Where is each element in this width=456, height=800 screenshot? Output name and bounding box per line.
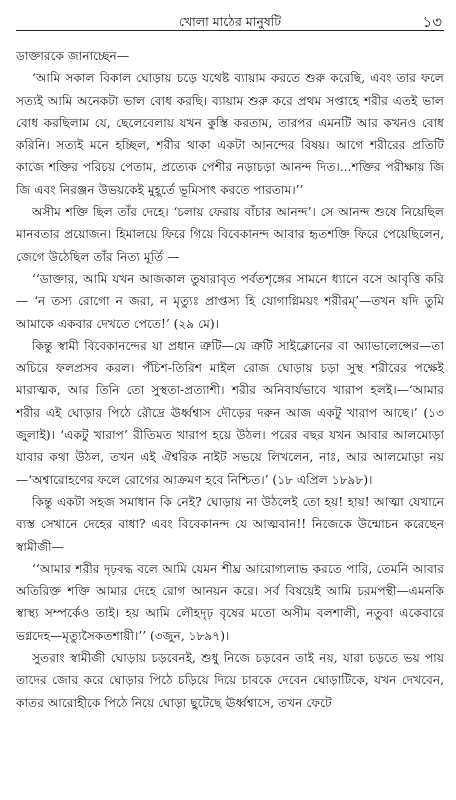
page-number: ১৩ xyxy=(422,13,442,31)
running-title: খোলা মাঠের মানুষটি xyxy=(178,14,282,29)
running-header xyxy=(16,0,444,30)
paragraph-flaw: কিন্তু স্বামী বিবেকানন্দের যা প্রধান ত্রুটি—যে ত্রুটি সাইক্লোনের বা অ্যাভালেন্সের—তা অচিরে ফলপ্রসব করল। পঁচিশ-তিরিশ মাইল রোজ ঘোড়ায় চড়া সুস্থ শরীরের পক্ষেই মারাত্মক, আর তিনি তো সুস্থতা-প্রত্যাশী। শরীর অনিবার্যভাবে খারাপ হলই।—‘আমার শরীর এই ঘোড়ার পিঠে রৌদ্রে ঊর্ধ্বশ্বাস দৌড়ের দরুন আজ একটু খারাপ আছে।’ (১৩ জুলাই)। ‘একটু খারাপ’ রীতিমত খারাপ হয়ে উঠল। পরের বছর যখন আবার আলমোড়া যাবার কথা উঠল, তখন এই ঐশ্বরিক নাইট সভয়ে লিখলেন, নাঃ, আর আলমোড়া নয়—‘অশ্বারোহণের ফলে রোগের আক্রমণ হবে নিশ্চিত।’ (১৮ এপ্রিল ১৮৯৮)। xyxy=(16,338,444,487)
paragraph-intro: ডাক্তারকে জানাচ্ছেন— xyxy=(16,49,130,63)
quote-meditation: ‘‘ডাক্তার, আমি যখন আজকাল তুষারাবৃত পর্বতশৃঙ্গের সামনে ধ্যানে বসে আবৃত্তি করি— ‘ন তস্য রোগো ন জরা, ন মৃত্যুঃ প্রাপ্তস্য হি যোগাগ্নিময়ং শরীরম্’—তখন যদি তুমি আমাকে একবার দেখতে পেতে!’ (২৯ মে)। xyxy=(16,271,444,331)
quote-letter: ‘আমি সকাল বিকাল ঘোড়ায় চড়ে যথেষ্ট ব্যায়াম করতে শুরু করেছি, এবং তার ফলে সত্যই আমি অনেকটা ভাল বোধ করছি। ব্যায়াম শুরু করে প্রথম সপ্তাহে শরীর এতই ভাল বোধ করছিলাম যে, ছেলেবেলায় যখন কুস্তি করতাম, তারপর এমনটি আর কখনও বোধ করিনি। সত্যই মনে হচ্ছিল, শরীর থাকা একটা আনন্দের বিষয়। আগে শরীরের প্রতিটি কাজে শক্তির পরিচয় পেতাম, প্রত্যেক পেশীর নড়াচড়া আনন্দ দিত।...শক্তির পরীক্ষায় জি জি এবং নিরঞ্জন উভয়কেই মুহূর্তে ভূমিসাৎ করতে পারতাম।’’ xyxy=(16,71,444,197)
page-body xyxy=(16,45,444,714)
paragraph-strength: অসীম শক্তি ছিল তাঁর দেহে। ‘চলায় ফেরায় বাঁচার আনন্দ’। সে আনন্দ শুষে নিয়েছিল মানবতার প্রয়োজন। হিমালয়ে ফিরে গিয়ে বিবেকানন্দ আবার হৃতশক্তি ফিরে পেয়েছিলেন, জেগে উঠেছিল তাঁর নিত্য মূর্তি — xyxy=(16,205,444,264)
paragraph-riding: সুতরাং স্বামীজী ঘোড়ায় চড়বেনই, শুধু নিজে চড়বেন তাই নয়, যারা চড়তে ভয় পায় তাদের জোর করে ঘোড়ার পিঠে চড়িয়ে দিয়ে চাবকে দেবেন ঘোড়াটিকে, যখন দেখবেন, কাতর আরোহীকে পিঠে নিয়ে ঘোড়া ছুটেছে ঊর্ধ্বশ্বাসে, তখন ফেটে xyxy=(16,651,444,710)
quote-body: ‘‘আমার শরীর দৃঢ়বদ্ধ বলে আমি যেমন শীঘ্র আরোগ্যলাভ করতে পারি, তেমনি আবার অতিরিক্ত শক্তি আমার দেহে রোগ আনয়ন করে। সর্ব বিষয়েই আমি চরমপন্থী—এমনকি স্বাস্থ্য সম্পর্কেও তাই। হয় আমি লৌহদৃঢ় বৃষের মতো অসীম বলশালী, নতুবা একেবারে ভগ্নদেহ—মৃত্যুসৈকতশায়ী।’’ (৩জুন, ১৮৯৭)। xyxy=(16,561,444,643)
paragraph-solution: কিন্তু একটা সহজ সমাধান কি নেই? ঘোড়ায় না উঠলেই তো হয়! হায়! আত্মা যেখানে ব্যস্ত সেখানে দেহের বাধা? এবং বিবেকানন্দ যে আত্মবান!! নিজেকে উন্মোচন করেছেন স্বামীজী— xyxy=(16,494,444,554)
